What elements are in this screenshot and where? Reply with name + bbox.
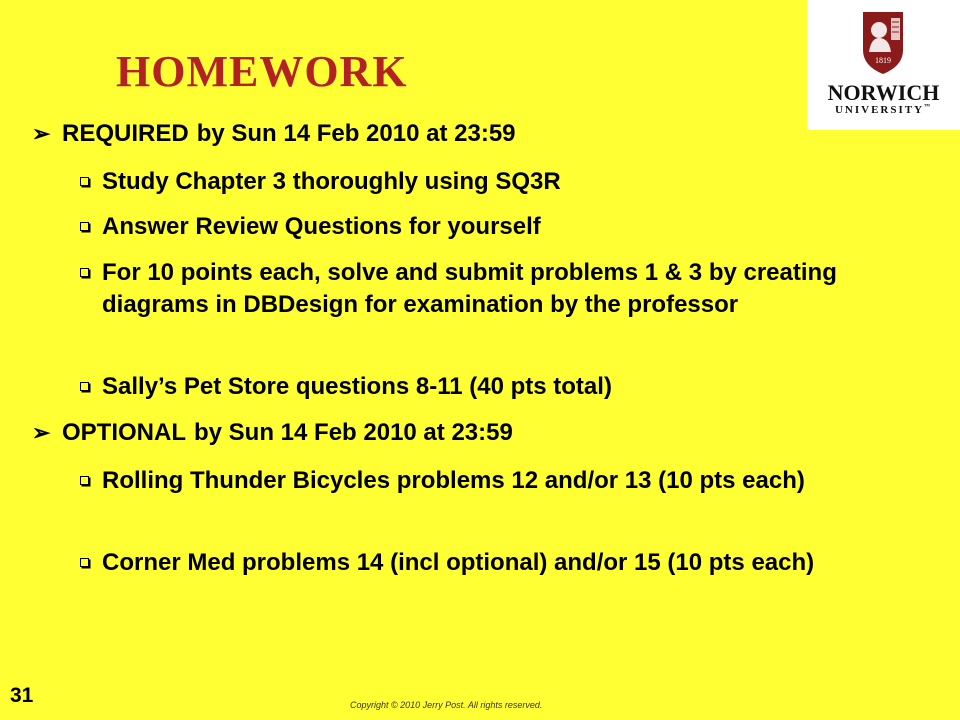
page-number: 31 — [10, 684, 34, 707]
arrow-bullet-icon: ➢ — [32, 121, 51, 146]
logo-line-2: UNIVERSITY™ — [834, 104, 933, 116]
checkbox-bullet-icon — [80, 222, 89, 231]
arrow-bullet-icon: ➢ — [32, 420, 51, 445]
logo-line-1: NORWICH — [827, 80, 940, 105]
checkbox-bullet-icon — [80, 177, 89, 186]
norwich-university-logo — [807, 0, 960, 130]
checkbox-bullet-icon — [80, 558, 89, 567]
checkbox-bullet-icon — [80, 476, 89, 485]
checkbox-bullet-icon — [80, 382, 89, 391]
seal-icon — [807, 0, 960, 80]
checkbox-bullet-icon — [80, 268, 89, 277]
copyright-notice: Copyright © 2010 Jerry Post. All rights reserved. — [350, 700, 543, 710]
svg-text:1819: 1819 — [875, 56, 891, 65]
slide-title: HOMEWORK — [116, 47, 408, 96]
